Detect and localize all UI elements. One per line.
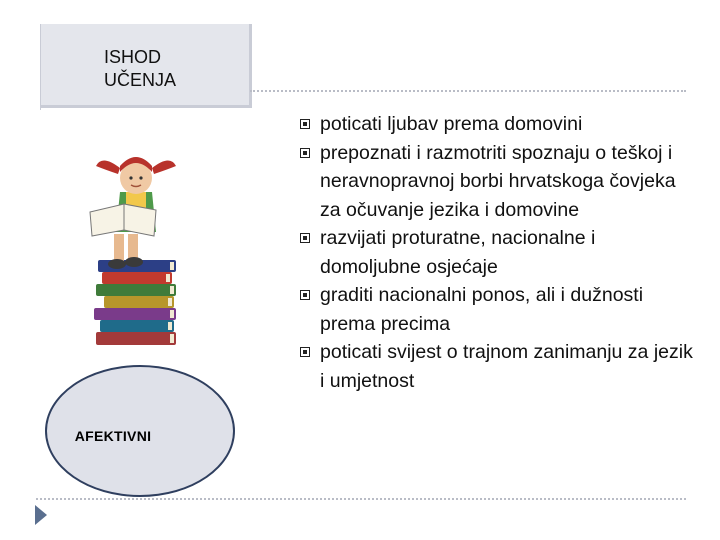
slide-forward-arrow-icon[interactable] [34, 504, 48, 526]
divider-bottom [36, 498, 686, 500]
list-item-text: poticati ljubav prema domovini [320, 113, 583, 135]
checkbox-bullet-icon [300, 119, 310, 129]
list-item [298, 110, 698, 139]
category-label: AFEKTIVNI [74, 428, 152, 444]
list-item [298, 139, 698, 225]
divider-top [250, 90, 686, 92]
checkbox-bullet-icon [300, 233, 310, 243]
title-box-edge [40, 24, 41, 110]
page-title: ISHOD UČENJA [104, 47, 177, 90]
checkbox-bullet-icon [300, 347, 310, 357]
checkbox-bullet-icon [300, 290, 310, 300]
list-item-text: poticati svijest o trajnom zanimanju za jezik i umjetnost [320, 341, 693, 392]
checkbox-bullet-icon [300, 148, 310, 158]
list-item [298, 338, 698, 395]
list-item-text: prepoznati i razmotriti spoznaju o teškoj i neravnopravnoj borbi hrvatskoga čovjeka za očuvanje jezika i domovine [320, 141, 676, 221]
list-item-text: razvijati proturatne, nacionalne i domoljubne osjećaje [320, 227, 596, 278]
learning-outcomes-list [298, 110, 698, 395]
list-item [298, 281, 698, 338]
girl-reading-on-books-icon [80, 148, 190, 360]
list-item [298, 224, 698, 281]
list-item-text: graditi nacionalni ponos, ali i dužnosti prema precima [320, 284, 644, 335]
